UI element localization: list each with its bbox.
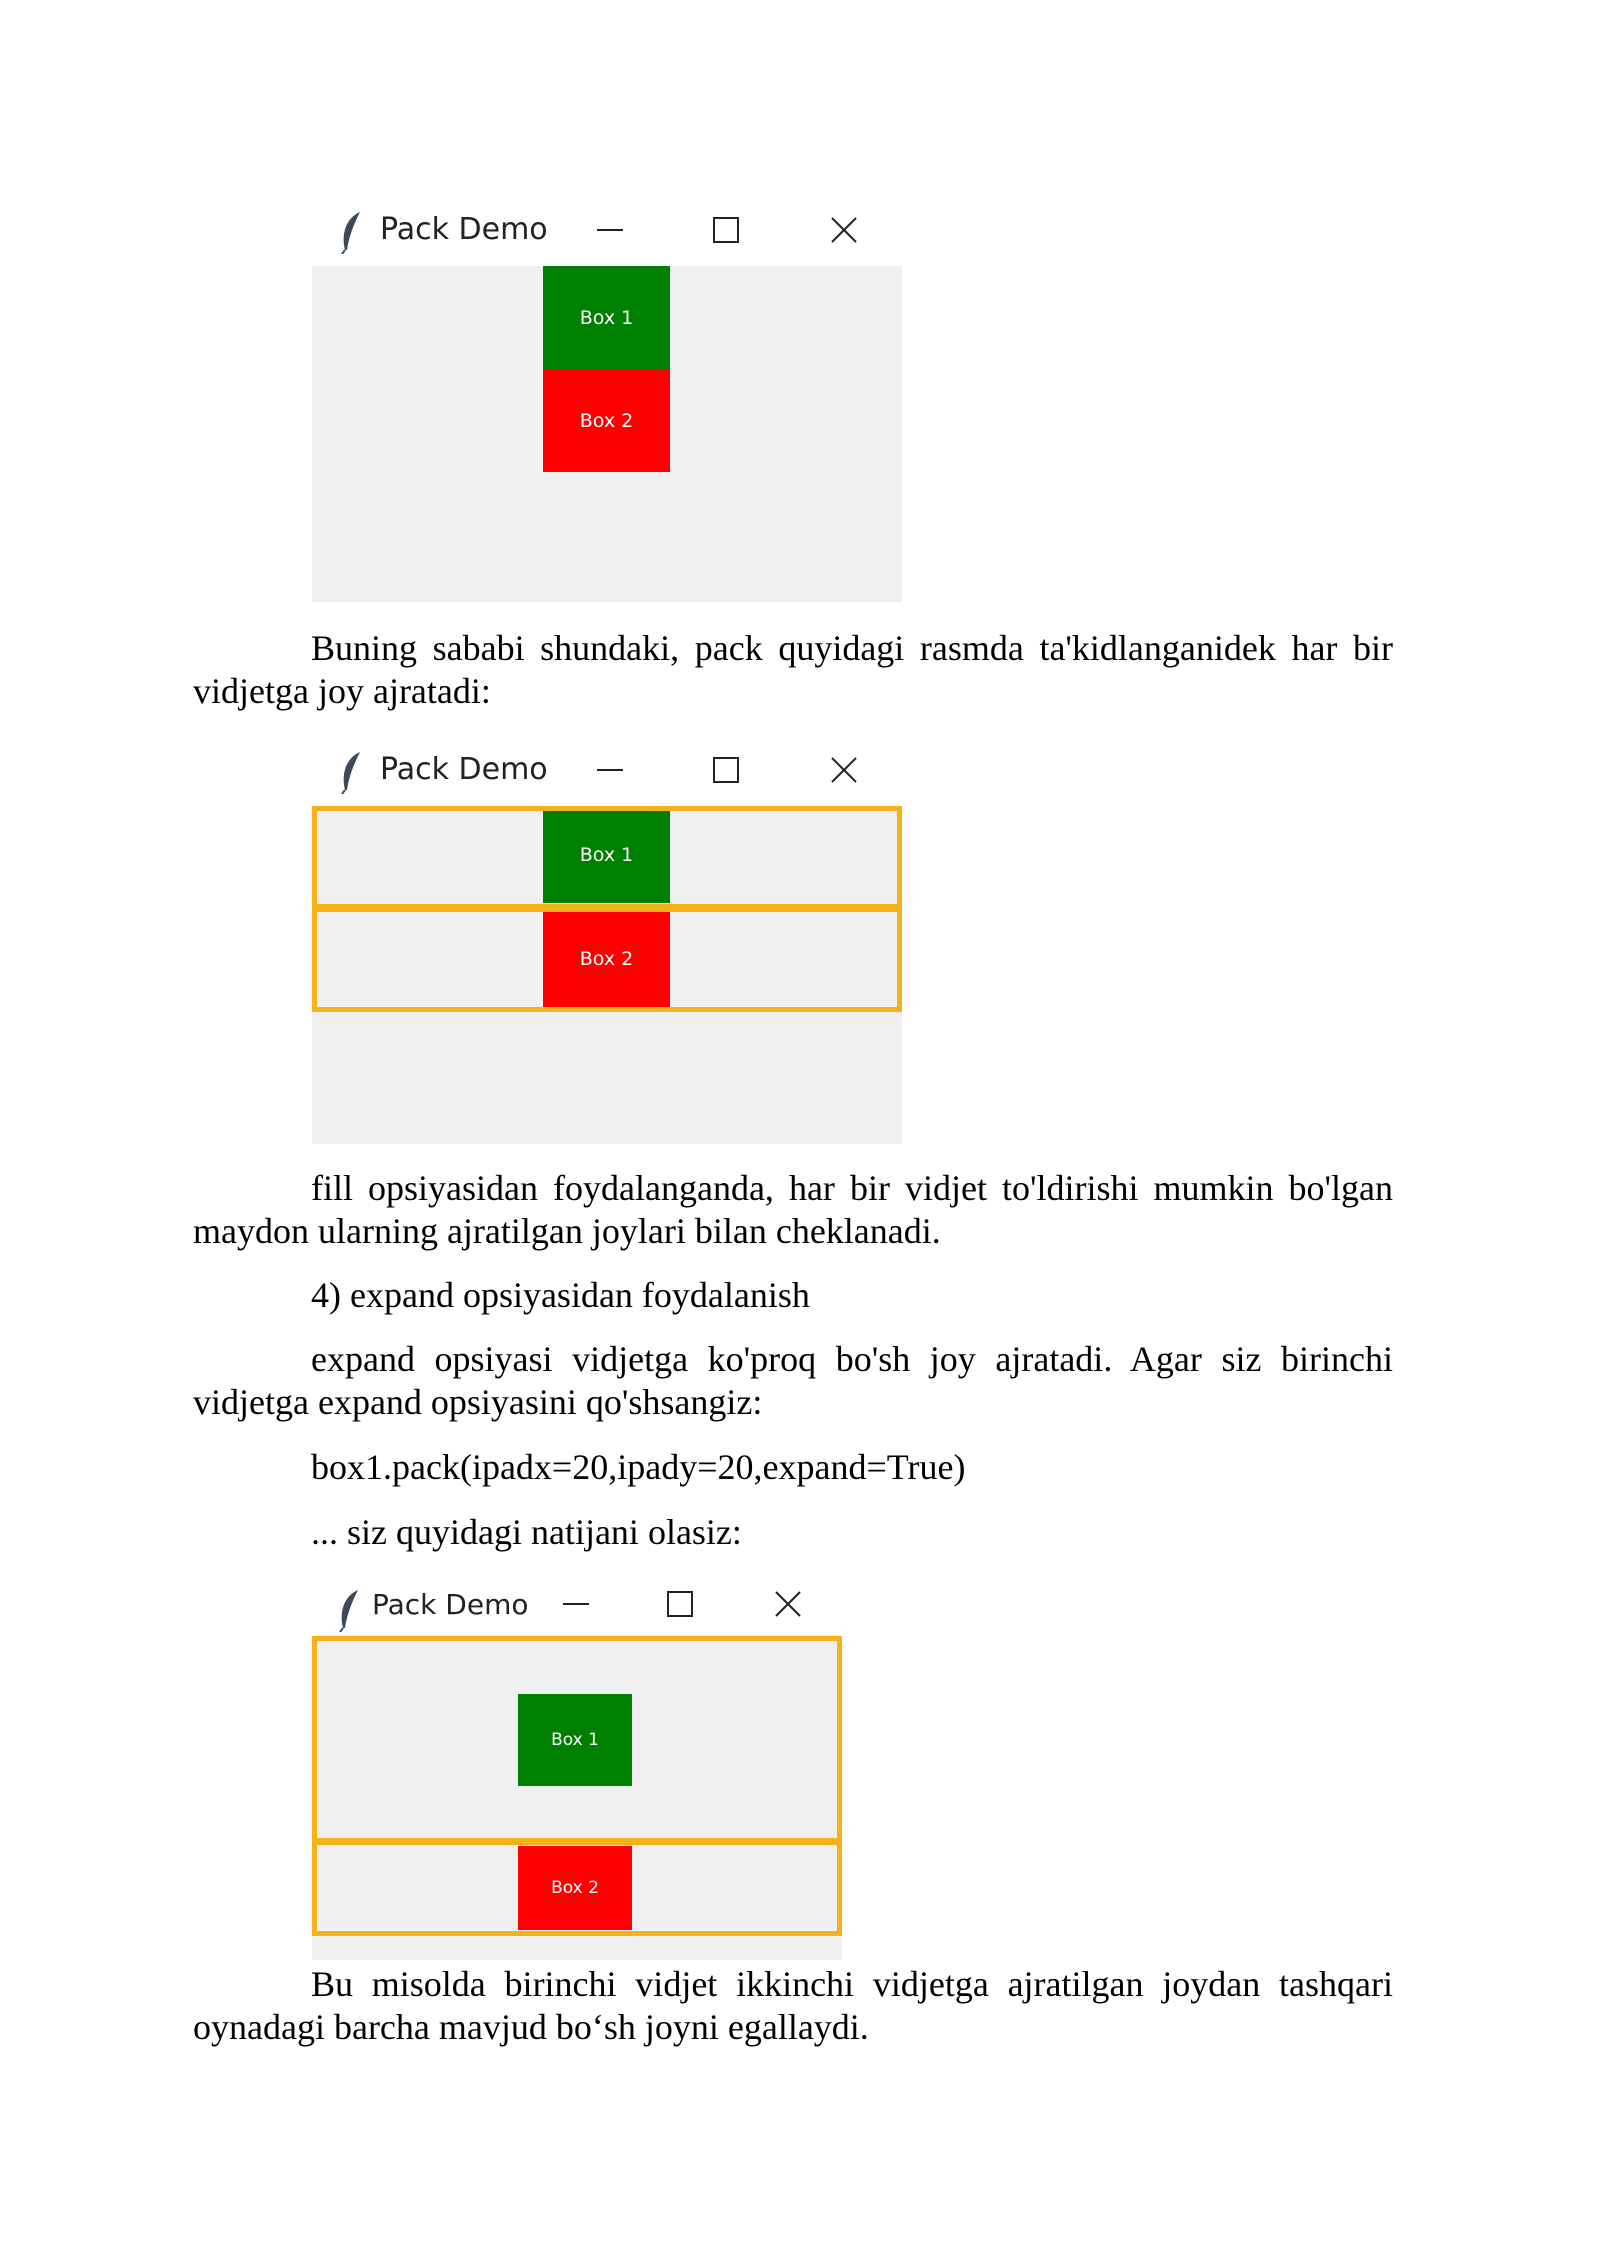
feather-icon xyxy=(336,210,366,254)
window-client-area xyxy=(312,806,902,1144)
maximize-icon[interactable] xyxy=(708,752,744,788)
allocated-space-outline-2 xyxy=(312,1840,842,1936)
box-1: Box 1 xyxy=(518,1694,632,1786)
box-1: Box 1 xyxy=(543,806,670,903)
window-client-area xyxy=(312,266,902,602)
pack-demo-window-3 xyxy=(312,1580,842,1960)
box-2: Box 2 xyxy=(543,369,670,472)
window-title: Pack Demo xyxy=(380,752,548,787)
title-bar xyxy=(312,1580,842,1642)
section-heading: 4) expand opsiyasidan foydalanish xyxy=(311,1275,810,1315)
paragraph-5: Bu misolda birinchi vidjet ikkinchi vidjetga ajratilgan joydan tashqari oynadagi barcha mavjud bo‘sh joyni egallaydi. xyxy=(193,1964,1393,2047)
window-title: Pack Demo xyxy=(372,1588,529,1621)
minimize-icon[interactable] xyxy=(592,752,628,788)
close-icon[interactable] xyxy=(826,212,862,248)
box-1: Box 1 xyxy=(543,266,670,369)
code-line: box1.pack(ipadx=20,ipady=20,expand=True) xyxy=(311,1447,966,1487)
pack-demo-window-1 xyxy=(312,200,902,602)
paragraph-2: fill opsiyasidan foydalanganda, har bir vidjet to'ldirishi mumkin bo'lgan maydon ularning ajratilgan joylari bilan cheklanadi. xyxy=(193,1168,1393,1251)
feather-icon xyxy=(336,750,366,794)
paragraph-3: expand opsiyasi vidjetga ko'proq bo'sh joy ajratadi. Agar siz birinchi vidjetga expand opsiyasini qo'shsangiz: xyxy=(193,1339,1393,1422)
minimize-icon[interactable] xyxy=(592,212,628,248)
paragraph-4: ... siz quyidagi natijani olasiz: xyxy=(311,1512,742,1552)
maximize-icon[interactable] xyxy=(708,212,744,248)
allocated-space-outline-2 xyxy=(312,907,902,1012)
close-icon[interactable] xyxy=(770,1586,806,1622)
title-bar xyxy=(312,200,902,262)
window-title: Pack Demo xyxy=(380,212,548,247)
paragraph-1: Buning sababi shundaki, pack quyidagi rasmda ta'kidlanganidek har bir vidjetga joy ajratadi: xyxy=(193,628,1393,711)
title-bar xyxy=(312,740,902,802)
allocated-space-outline-1 xyxy=(312,806,902,909)
allocated-space-outline-1 xyxy=(312,1636,842,1843)
box-2: Box 2 xyxy=(518,1846,632,1930)
minimize-icon[interactable] xyxy=(558,1586,594,1622)
close-icon[interactable] xyxy=(826,752,862,788)
pack-demo-window-2 xyxy=(312,740,902,1144)
window-client-area xyxy=(312,1636,842,1960)
feather-icon xyxy=(334,1588,364,1632)
box-2: Box 2 xyxy=(543,909,670,1009)
maximize-icon[interactable] xyxy=(662,1586,698,1622)
